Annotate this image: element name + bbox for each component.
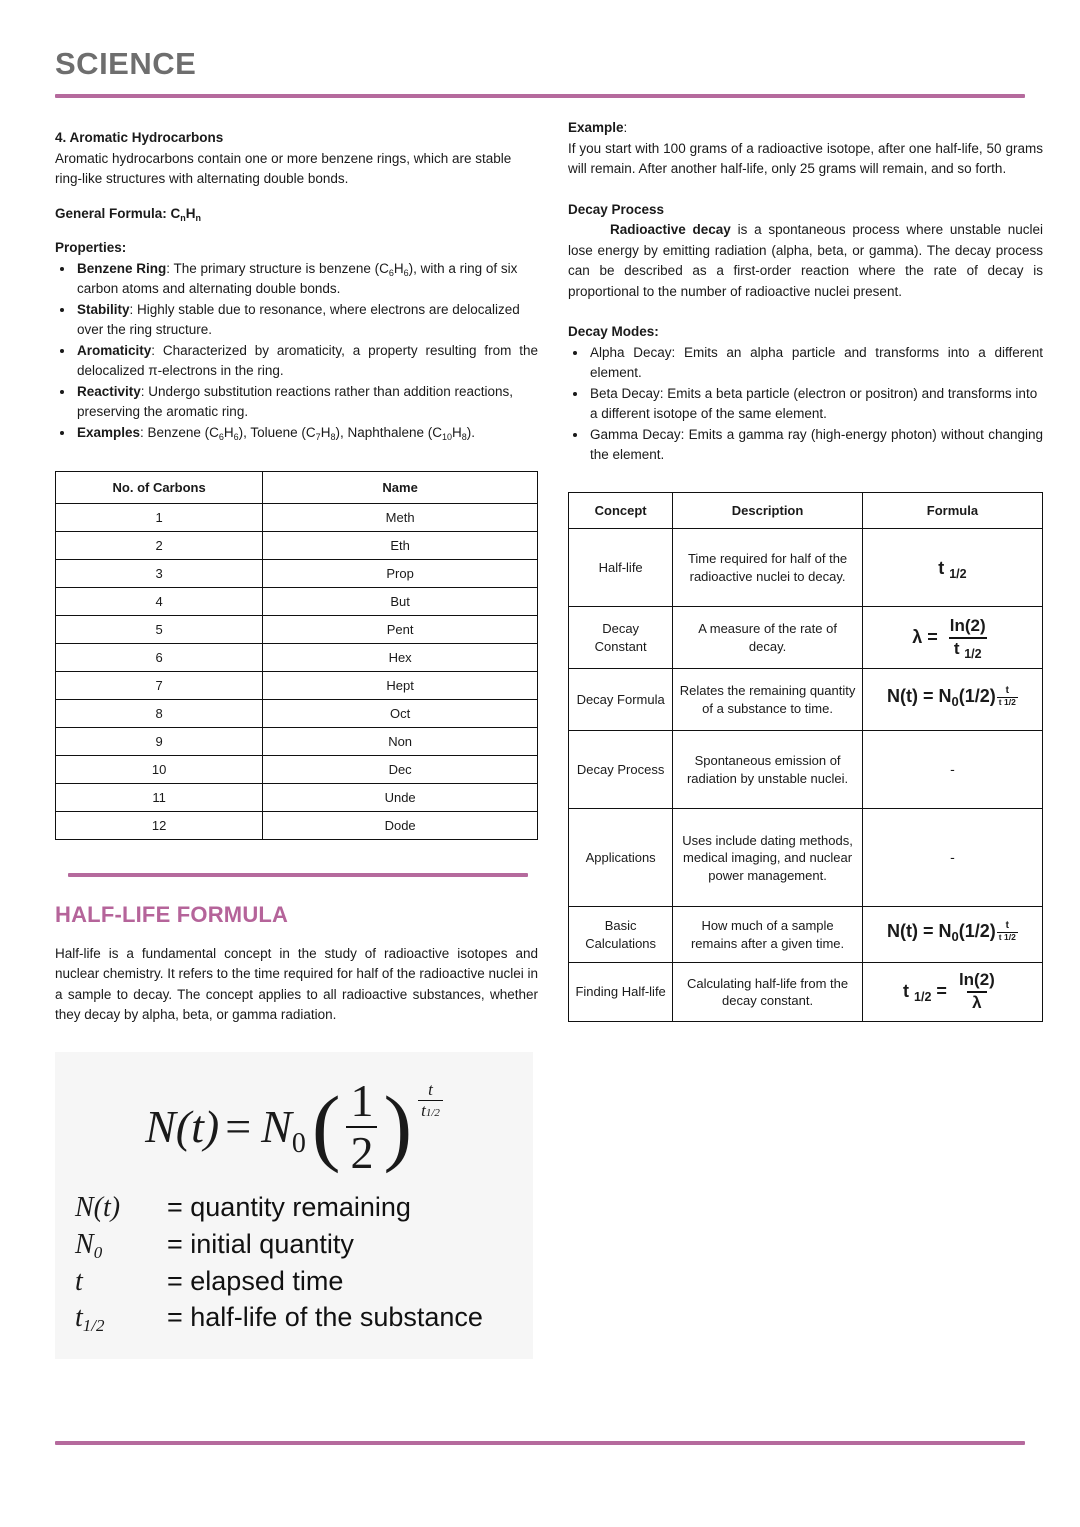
cell-description: Uses include dating methods, medical imaging, and nuclear power management.: [673, 809, 863, 907]
exponent-numerator: t: [428, 1080, 433, 1100]
table-row: [569, 607, 1043, 669]
table-row: [56, 728, 538, 756]
list-item: • Examples: Benzene $(C_6H_6)$, Toluene $(C_7H_8)$, Naphthalene $(C_{10}H_8)$.: [75, 423, 538, 444]
cell-description: Time required for half of the radioactive nuclei to decay.: [673, 529, 863, 607]
cell-concept: Decay Process: [569, 731, 673, 809]
half-life-formula-heading: HALF-LIFE FORMULA: [55, 902, 289, 928]
table-row: [56, 616, 538, 644]
carbon-count-table: [55, 471, 538, 840]
decay-modes-heading: Decay Modes:: [568, 324, 659, 340]
page-header: [55, 48, 1025, 98]
cell-carbons: 3: [56, 560, 263, 588]
cell-concept: Decay Formula: [569, 669, 673, 731]
cell-carbons: 4: [56, 588, 263, 616]
legend-symbol: t1/2: [75, 1302, 105, 1336]
cell-formula: -: [862, 809, 1042, 907]
cell-concept: Decay Constant: [569, 607, 673, 669]
right-paren: ): [383, 1077, 413, 1174]
cell-carbons: 6: [56, 644, 263, 672]
cell-formula: [862, 607, 1042, 669]
cell-description: Spontaneous emission of radiation by unstable nuclei.: [673, 731, 863, 809]
cell-formula: [862, 963, 1042, 1021]
table-row: [56, 504, 538, 532]
equation-n0: $N_0$: [261, 1101, 306, 1160]
cell-carbons: 10: [56, 756, 263, 784]
exponent-denominator-sub: 1/2: [425, 1107, 440, 1120]
table-row: [569, 669, 1043, 731]
list-item: • Benzene Ring: The primary structure is benzene $(C_6H_6)$, with a ring of six carbon atoms and alternating double bonds.: [75, 259, 538, 300]
example-heading: [568, 118, 1043, 138]
cell-concept: Basic Calculations: [569, 907, 673, 963]
header-divider: [55, 94, 1025, 98]
general-formula-sub-n1: n: [180, 212, 186, 223]
cell-name: Oct: [263, 700, 538, 728]
table-row: [56, 700, 538, 728]
legend-row: [75, 1300, 513, 1337]
equation-equals: =: [225, 1101, 252, 1153]
decay-process-body: is a spontaneous process where unstable nuclei lose energy by emitting radiation (alpha, beta, or gamma). The decay process can be described as a first-order reaction where the rate of decay is proportional to the number of radioactive nuclei present.: [568, 222, 1043, 299]
cell-name: Non: [263, 728, 538, 756]
cell-name: Hex: [263, 644, 538, 672]
cell-name: Prop: [263, 560, 538, 588]
table-row: [569, 907, 1043, 963]
cell-concept: Applications: [569, 809, 673, 907]
formula-decay-constant: λ = $\frac{\ln(2)}{t _{1/2}}$: [912, 627, 992, 647]
cell-formula: -: [862, 731, 1042, 809]
legend-symbol: N(t): [75, 1191, 121, 1223]
table-row: [56, 532, 538, 560]
left-paren: (: [311, 1077, 341, 1174]
cell-name: Dode: [263, 812, 538, 840]
cell-name: But: [263, 588, 538, 616]
cell-formula: [862, 529, 1042, 607]
list-item: • Aromaticity: Characterized by aromaticity, a property resulting from the delocalized π-electrons in the ring.: [75, 341, 538, 382]
cell-name: Pent: [263, 616, 538, 644]
cell-carbons: 8: [56, 700, 263, 728]
table-header-row: [56, 472, 538, 504]
legend-definition: = elapsed time: [167, 1265, 344, 1296]
properties-heading: Properties:: [55, 240, 127, 256]
cell-description: Relates the remaining quantity of a substance to time.: [673, 669, 863, 731]
decay-process-paragraph: [568, 220, 1043, 302]
cell-name: Dec: [263, 756, 538, 784]
radioactive-decay-term: Radioactive decay: [610, 222, 731, 238]
general-formula-label: General Formula: C: [55, 205, 181, 221]
cell-carbons: 2: [56, 532, 263, 560]
ln2-over-thalf-fraction: $\frac{\ln(2)}{t _{1/2}}$: [949, 616, 986, 661]
fraction-numerator: 1: [350, 1074, 374, 1126]
page-title: SCIENCE: [55, 46, 197, 81]
example-label: Example: [568, 120, 624, 135]
table-row: [56, 672, 538, 700]
cell-name: Unde: [263, 784, 538, 812]
legend-symbol: N0: [75, 1228, 103, 1262]
property-term: Benzene Ring: [77, 260, 167, 276]
table-row: [569, 809, 1043, 907]
legend-symbol-sub: 0: [93, 1242, 103, 1262]
legend-symbol-sub: 1/2: [82, 1316, 105, 1336]
aromatic-hydrocarbons-heading: 4. Aromatic Hydrocarbons: [55, 130, 224, 145]
cell-name: Meth: [263, 504, 538, 532]
cell-name: Hept: [263, 672, 538, 700]
cell-description: How much of a sample remains after a given time.: [673, 907, 863, 963]
property-term: Stability: [77, 301, 130, 317]
legend-row: [75, 1264, 513, 1301]
legend-row: [75, 1227, 513, 1264]
cell-formula: [862, 669, 1042, 731]
one-half-fraction: [346, 1074, 377, 1178]
table-row: [569, 731, 1043, 809]
table-header-row: [569, 492, 1043, 529]
example-paragraph: If you start with 100 grams of a radioactive isotope, after one half-life, 50 grams will remain. After another half-life, only 25 grams will remain, and so forth.: [568, 140, 1043, 177]
column-header-description: Description: [673, 492, 863, 529]
table-row: [56, 812, 538, 840]
cell-carbons: 9: [56, 728, 263, 756]
column-header-carbons: No. of Carbons: [56, 472, 263, 504]
list-item: • Beta Decay: Emits a beta particle (electron or positron) and transforms into a different isotope of the same element.: [588, 384, 1043, 425]
exponent-fraction: $\frac{t}{t 1/2}$: [998, 920, 1016, 942]
equation-n0-sub: 0: [291, 1128, 306, 1160]
legend-row: [75, 1190, 513, 1227]
table-row: [56, 644, 538, 672]
half-life-paragraph: Half-life is a fundamental concept in the study of radioactive isotopes and nuclear chemistry. It refers to the time required for half of the radioactive nuclei in a sample to decay. The concept applies to all radioactive substances, whether they decay by alpha, beta, or gamma radiation.: [55, 945, 538, 1023]
formula-t-half: t $_{1/2}$: [938, 557, 967, 581]
decay-modes-list: [568, 343, 1043, 466]
right-column: [568, 118, 1043, 1022]
formula-decay-nt: $N(t) = N_0(1/2)$ $\frac{t}{t 1/2}$: [887, 920, 1016, 945]
fraction-denominator: 2: [346, 1126, 377, 1176]
ln2-over-lambda-fraction: $\frac{\ln(2)}{\lambda}$: [958, 970, 995, 1013]
formula-finding-half-life: t $_{1/2}$ = $\frac{\ln(2)}{\lambda}$: [903, 981, 1002, 1001]
table-row: [56, 560, 538, 588]
cell-carbons: 5: [56, 616, 263, 644]
decay-equation: [75, 1074, 513, 1178]
legend-definition: = quantity remaining: [167, 1191, 411, 1222]
exponent-fraction: $\frac{t}{t 1/2}$: [998, 685, 1016, 707]
carbon-table-body: [56, 504, 538, 840]
property-term: Aromaticity: [77, 342, 152, 358]
property-term: Reactivity: [77, 383, 141, 399]
list-item: • Reactivity: Undergo substitution reactions rather than addition reactions, preserving the aromatic ring.: [75, 382, 538, 423]
cell-carbons: 7: [56, 672, 263, 700]
cell-description: A measure of the rate of decay.: [673, 607, 863, 669]
table-row: [56, 756, 538, 784]
example-colon: :: [623, 120, 628, 135]
column-header-formula: Formula: [862, 492, 1042, 529]
aromatic-intro-paragraph: Aromatic hydrocarbons contain one or more benzene rings, which are stable ring-like structures with alternating double bonds.: [55, 150, 512, 187]
left-column: [55, 128, 538, 1359]
half-life-formula-figure: [55, 1052, 533, 1360]
column-header-concept: Concept: [569, 492, 673, 529]
exponent-denominator: t1/2: [418, 1100, 443, 1120]
table-row: [56, 784, 538, 812]
cell-carbons: 11: [56, 784, 263, 812]
concept-table-body: [569, 529, 1043, 1021]
formula-decay-nt: $N(t) = N_0(1/2)$ $\frac{t}{t 1/2}$: [887, 685, 1016, 710]
general-formula-h: H: [185, 205, 196, 221]
decay-process-heading: Decay Process: [568, 201, 665, 217]
list-item: • Alpha Decay: Emits an alpha particle and transforms into a different element.: [588, 343, 1043, 384]
table-row: [569, 529, 1043, 607]
legend-symbol: t: [75, 1265, 83, 1297]
cell-concept: Half-life: [569, 529, 673, 607]
list-item: • Gamma Decay: Emits a gamma ray (high-energy photon) without changing the element.: [588, 425, 1043, 466]
general-formula-line: [55, 204, 538, 224]
column-header-name: Name: [263, 472, 538, 504]
cell-name: Eth: [263, 532, 538, 560]
equation-lhs: N(t): [145, 1101, 220, 1153]
footer-divider: [55, 1441, 1025, 1445]
property-term: Examples: [77, 424, 141, 440]
cell-description: Calculating half-life from the decay constant.: [673, 963, 863, 1021]
half-life-concept-table: [568, 492, 1043, 1022]
table-row: [569, 963, 1043, 1021]
cell-concept: Finding Half-life: [569, 963, 673, 1021]
legend-definition: = half-life of the substance: [167, 1302, 483, 1333]
table-row: [56, 588, 538, 616]
properties-list: [55, 259, 538, 444]
cell-carbons: 12: [56, 812, 263, 840]
general-formula-sub-n2: n: [195, 212, 202, 223]
exponent-fraction: [418, 1081, 443, 1120]
cell-carbons: 1: [56, 504, 263, 532]
cell-formula: [862, 907, 1042, 963]
legend-definition: = initial quantity: [167, 1228, 354, 1259]
list-item: • Stability: Highly stable due to resonance, where electrons are delocalized over the ring structure.: [75, 300, 538, 341]
formula-legend: [75, 1190, 513, 1338]
